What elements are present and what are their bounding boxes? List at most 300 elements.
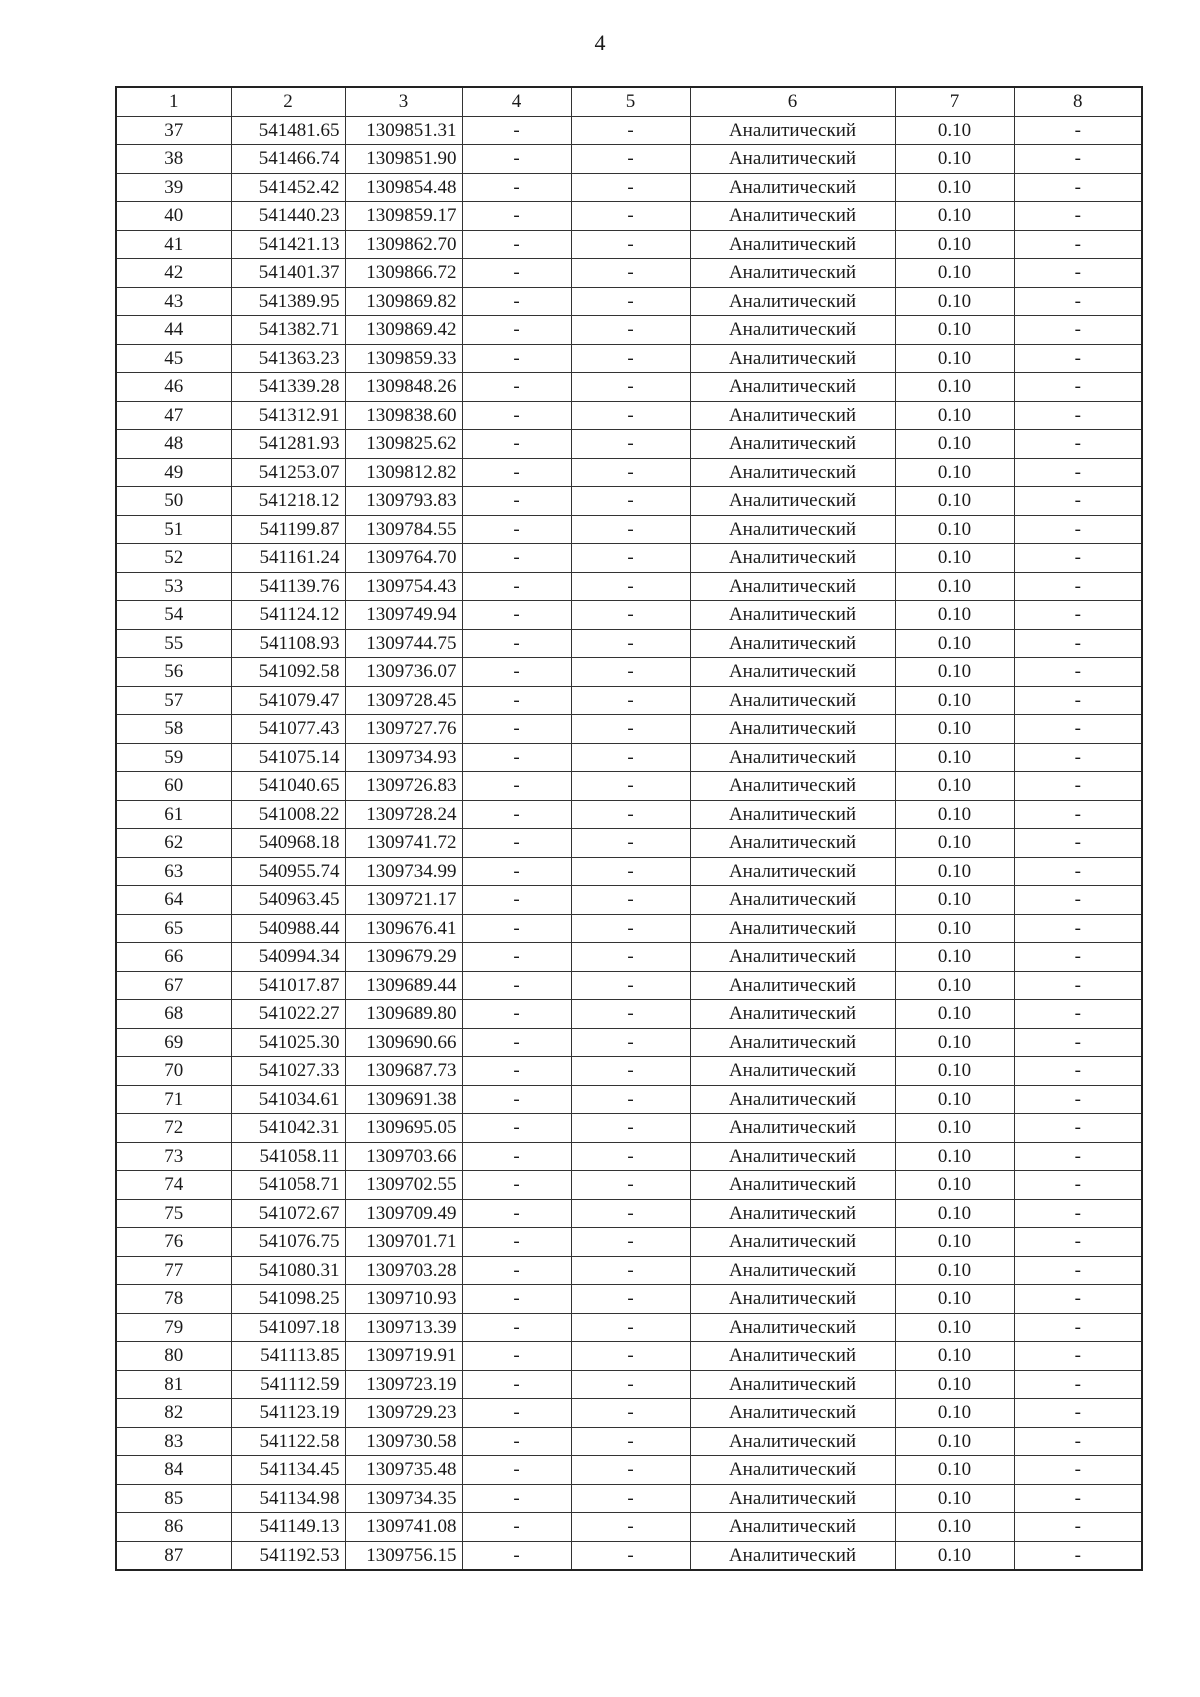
point-number-cell: 54: [116, 601, 231, 630]
point-number-cell: 68: [116, 1000, 231, 1029]
col-8-value-cell: -: [1014, 1228, 1142, 1257]
table-row: [116, 1199, 1142, 1228]
y-coordinate-cell: 1309784.55: [345, 515, 462, 544]
method-cell: Аналитический: [690, 658, 895, 687]
x-coordinate-cell: 541124.12: [231, 601, 345, 630]
table-row: [116, 1541, 1142, 1570]
method-cell: Аналитический: [690, 373, 895, 402]
x-coordinate-cell: 541027.33: [231, 1057, 345, 1086]
col-8-value-cell: -: [1014, 344, 1142, 373]
col-4-value-cell: -: [462, 1427, 571, 1456]
col-5-value-cell: -: [571, 1456, 690, 1485]
accuracy-cell: 0.10: [895, 1142, 1014, 1171]
col-4-value-cell: -: [462, 1342, 571, 1371]
table-row: [116, 202, 1142, 231]
point-number-cell: 78: [116, 1285, 231, 1314]
x-coordinate-cell: 541097.18: [231, 1313, 345, 1342]
y-coordinate-cell: 1309679.29: [345, 943, 462, 972]
col-8-value-cell: -: [1014, 1171, 1142, 1200]
col-4-value-cell: -: [462, 401, 571, 430]
col-8-value-cell: -: [1014, 316, 1142, 345]
x-coordinate-cell: 541339.28: [231, 373, 345, 402]
col-5-value-cell: -: [571, 772, 690, 801]
x-coordinate-cell: 540968.18: [231, 829, 345, 858]
col-4-value-cell: -: [462, 943, 571, 972]
y-coordinate-cell: 1309734.35: [345, 1484, 462, 1513]
col-4-value-cell: -: [462, 1399, 571, 1428]
column-header: 6: [690, 87, 895, 116]
table-row: [116, 743, 1142, 772]
y-coordinate-cell: 1309825.62: [345, 430, 462, 459]
method-cell: Аналитический: [690, 686, 895, 715]
table-row: [116, 572, 1142, 601]
accuracy-cell: 0.10: [895, 1285, 1014, 1314]
point-number-cell: 80: [116, 1342, 231, 1371]
col-4-value-cell: -: [462, 857, 571, 886]
col-8-value-cell: -: [1014, 1484, 1142, 1513]
y-coordinate-cell: 1309695.05: [345, 1114, 462, 1143]
col-5-value-cell: -: [571, 544, 690, 573]
x-coordinate-cell: 540994.34: [231, 943, 345, 972]
accuracy-cell: 0.10: [895, 686, 1014, 715]
method-cell: Аналитический: [690, 857, 895, 886]
col-5-value-cell: -: [571, 1142, 690, 1171]
y-coordinate-cell: 1309859.17: [345, 202, 462, 231]
y-coordinate-cell: 1309690.66: [345, 1028, 462, 1057]
accuracy-cell: 0.10: [895, 487, 1014, 516]
col-5-value-cell: -: [571, 487, 690, 516]
table-row: [116, 1171, 1142, 1200]
accuracy-cell: 0.10: [895, 202, 1014, 231]
col-4-value-cell: -: [462, 1171, 571, 1200]
y-coordinate-cell: 1309734.93: [345, 743, 462, 772]
col-8-value-cell: -: [1014, 458, 1142, 487]
col-8-value-cell: -: [1014, 1142, 1142, 1171]
accuracy-cell: 0.10: [895, 715, 1014, 744]
point-number-cell: 46: [116, 373, 231, 402]
table-row: [116, 544, 1142, 573]
y-coordinate-cell: 1309735.48: [345, 1456, 462, 1485]
y-coordinate-cell: 1309741.08: [345, 1513, 462, 1542]
accuracy-cell: 0.10: [895, 1256, 1014, 1285]
table-row: [116, 886, 1142, 915]
table-header-row: [116, 87, 1142, 116]
x-coordinate-cell: 541481.65: [231, 116, 345, 145]
y-coordinate-cell: 1309729.23: [345, 1399, 462, 1428]
col-4-value-cell: -: [462, 344, 571, 373]
y-coordinate-cell: 1309854.48: [345, 173, 462, 202]
col-8-value-cell: -: [1014, 658, 1142, 687]
table-row: [116, 1142, 1142, 1171]
col-4-value-cell: -: [462, 1000, 571, 1029]
point-number-cell: 47: [116, 401, 231, 430]
accuracy-cell: 0.10: [895, 544, 1014, 573]
y-coordinate-cell: 1309736.07: [345, 658, 462, 687]
col-5-value-cell: -: [571, 800, 690, 829]
col-4-value-cell: -: [462, 1085, 571, 1114]
x-coordinate-cell: 541139.76: [231, 572, 345, 601]
col-4-value-cell: -: [462, 430, 571, 459]
method-cell: Аналитический: [690, 800, 895, 829]
column-header: 7: [895, 87, 1014, 116]
col-5-value-cell: -: [571, 1313, 690, 1342]
point-number-cell: 59: [116, 743, 231, 772]
col-5-value-cell: -: [571, 601, 690, 630]
table-row: [116, 1114, 1142, 1143]
x-coordinate-cell: 541058.71: [231, 1171, 345, 1200]
col-5-value-cell: -: [571, 1399, 690, 1428]
col-8-value-cell: -: [1014, 430, 1142, 459]
col-5-value-cell: -: [571, 829, 690, 858]
point-number-cell: 43: [116, 287, 231, 316]
page-number: 4: [594, 30, 606, 55]
col-8-value-cell: -: [1014, 373, 1142, 402]
column-header: 8: [1014, 87, 1142, 116]
col-4-value-cell: -: [462, 1114, 571, 1143]
col-8-value-cell: -: [1014, 487, 1142, 516]
accuracy-cell: 0.10: [895, 430, 1014, 459]
x-coordinate-cell: 541077.43: [231, 715, 345, 744]
accuracy-cell: 0.10: [895, 1456, 1014, 1485]
accuracy-cell: 0.10: [895, 886, 1014, 915]
y-coordinate-cell: 1309793.83: [345, 487, 462, 516]
accuracy-cell: 0.10: [895, 1399, 1014, 1428]
accuracy-cell: 0.10: [895, 857, 1014, 886]
col-8-value-cell: -: [1014, 971, 1142, 1000]
point-number-cell: 81: [116, 1370, 231, 1399]
table-row: [116, 1256, 1142, 1285]
y-coordinate-cell: 1309721.17: [345, 886, 462, 915]
col-5-value-cell: -: [571, 344, 690, 373]
y-coordinate-cell: 1309723.19: [345, 1370, 462, 1399]
y-coordinate-cell: 1309741.72: [345, 829, 462, 858]
col-5-value-cell: -: [571, 287, 690, 316]
x-coordinate-cell: 541025.30: [231, 1028, 345, 1057]
point-number-cell: 60: [116, 772, 231, 801]
accuracy-cell: 0.10: [895, 116, 1014, 145]
point-number-cell: 55: [116, 629, 231, 658]
x-coordinate-cell: 541218.12: [231, 487, 345, 516]
col-4-value-cell: -: [462, 1513, 571, 1542]
col-4-value-cell: -: [462, 971, 571, 1000]
column-header: 5: [571, 87, 690, 116]
col-4-value-cell: -: [462, 658, 571, 687]
col-5-value-cell: -: [571, 145, 690, 174]
col-8-value-cell: -: [1014, 1028, 1142, 1057]
y-coordinate-cell: 1309754.43: [345, 572, 462, 601]
method-cell: Аналитический: [690, 1171, 895, 1200]
table-row: [116, 1513, 1142, 1542]
x-coordinate-cell: 541034.61: [231, 1085, 345, 1114]
col-5-value-cell: -: [571, 1427, 690, 1456]
method-cell: Аналитический: [690, 145, 895, 174]
y-coordinate-cell: 1309749.94: [345, 601, 462, 630]
method-cell: Аналитический: [690, 1484, 895, 1513]
table-row: [116, 1085, 1142, 1114]
col-4-value-cell: -: [462, 230, 571, 259]
method-cell: Аналитический: [690, 202, 895, 231]
point-number-cell: 57: [116, 686, 231, 715]
method-cell: Аналитический: [690, 1427, 895, 1456]
table-row: [116, 1427, 1142, 1456]
table-row: [116, 715, 1142, 744]
col-5-value-cell: -: [571, 1114, 690, 1143]
x-coordinate-cell: 541112.59: [231, 1370, 345, 1399]
point-number-cell: 42: [116, 259, 231, 288]
x-coordinate-cell: 541058.11: [231, 1142, 345, 1171]
point-number-cell: 50: [116, 487, 231, 516]
col-8-value-cell: -: [1014, 1427, 1142, 1456]
y-coordinate-cell: 1309702.55: [345, 1171, 462, 1200]
col-5-value-cell: -: [571, 629, 690, 658]
point-number-cell: 45: [116, 344, 231, 373]
col-4-value-cell: -: [462, 800, 571, 829]
col-8-value-cell: -: [1014, 943, 1142, 972]
method-cell: Аналитический: [690, 829, 895, 858]
col-8-value-cell: -: [1014, 601, 1142, 630]
method-cell: Аналитический: [690, 173, 895, 202]
table-row: [116, 1399, 1142, 1428]
col-4-value-cell: -: [462, 1285, 571, 1314]
method-cell: Аналитический: [690, 629, 895, 658]
col-8-value-cell: -: [1014, 715, 1142, 744]
col-5-value-cell: -: [571, 686, 690, 715]
point-number-cell: 86: [116, 1513, 231, 1542]
method-cell: Аналитический: [690, 515, 895, 544]
col-5-value-cell: -: [571, 230, 690, 259]
col-8-value-cell: -: [1014, 800, 1142, 829]
x-coordinate-cell: 541161.24: [231, 544, 345, 573]
x-coordinate-cell: 541098.25: [231, 1285, 345, 1314]
method-cell: Аналитический: [690, 1085, 895, 1114]
col-4-value-cell: -: [462, 914, 571, 943]
x-coordinate-cell: 540963.45: [231, 886, 345, 915]
col-4-value-cell: -: [462, 458, 571, 487]
col-8-value-cell: -: [1014, 1342, 1142, 1371]
table-row: [116, 116, 1142, 145]
y-coordinate-cell: 1309869.82: [345, 287, 462, 316]
col-4-value-cell: -: [462, 601, 571, 630]
method-cell: Аналитический: [690, 1199, 895, 1228]
point-number-cell: 51: [116, 515, 231, 544]
method-cell: Аналитический: [690, 1313, 895, 1342]
col-8-value-cell: -: [1014, 1456, 1142, 1485]
accuracy-cell: 0.10: [895, 1313, 1014, 1342]
table-row: [116, 458, 1142, 487]
col-4-value-cell: -: [462, 145, 571, 174]
accuracy-cell: 0.10: [895, 259, 1014, 288]
table-row: [116, 515, 1142, 544]
coordinates-table: [115, 86, 1143, 1571]
col-4-value-cell: -: [462, 772, 571, 801]
y-coordinate-cell: 1309689.44: [345, 971, 462, 1000]
method-cell: Аналитический: [690, 1028, 895, 1057]
method-cell: Аналитический: [690, 116, 895, 145]
accuracy-cell: 0.10: [895, 1513, 1014, 1542]
col-5-value-cell: -: [571, 202, 690, 231]
table-row: [116, 1028, 1142, 1057]
y-coordinate-cell: 1309687.73: [345, 1057, 462, 1086]
accuracy-cell: 0.10: [895, 401, 1014, 430]
table-row: [116, 601, 1142, 630]
col-8-value-cell: -: [1014, 857, 1142, 886]
y-coordinate-cell: 1309689.80: [345, 1000, 462, 1029]
accuracy-cell: 0.10: [895, 1370, 1014, 1399]
method-cell: Аналитический: [690, 1228, 895, 1257]
x-coordinate-cell: 541401.37: [231, 259, 345, 288]
col-4-value-cell: -: [462, 373, 571, 402]
x-coordinate-cell: 541253.07: [231, 458, 345, 487]
col-5-value-cell: -: [571, 1285, 690, 1314]
y-coordinate-cell: 1309734.99: [345, 857, 462, 886]
point-number-cell: 76: [116, 1228, 231, 1257]
col-4-value-cell: -: [462, 1057, 571, 1086]
method-cell: Аналитический: [690, 1114, 895, 1143]
x-coordinate-cell: 541149.13: [231, 1513, 345, 1542]
x-coordinate-cell: 541199.87: [231, 515, 345, 544]
table-row: [116, 1285, 1142, 1314]
table-row: [116, 145, 1142, 174]
table-row: [116, 914, 1142, 943]
accuracy-cell: 0.10: [895, 173, 1014, 202]
y-coordinate-cell: 1309851.31: [345, 116, 462, 145]
col-4-value-cell: -: [462, 487, 571, 516]
col-8-value-cell: -: [1014, 743, 1142, 772]
col-8-value-cell: -: [1014, 629, 1142, 658]
col-5-value-cell: -: [571, 886, 690, 915]
col-5-value-cell: -: [571, 401, 690, 430]
accuracy-cell: 0.10: [895, 1484, 1014, 1513]
col-8-value-cell: -: [1014, 886, 1142, 915]
table-row: [116, 287, 1142, 316]
accuracy-cell: 0.10: [895, 914, 1014, 943]
point-number-cell: 61: [116, 800, 231, 829]
accuracy-cell: 0.10: [895, 658, 1014, 687]
col-8-value-cell: -: [1014, 173, 1142, 202]
col-5-value-cell: -: [571, 1228, 690, 1257]
col-8-value-cell: -: [1014, 544, 1142, 573]
accuracy-cell: 0.10: [895, 829, 1014, 858]
method-cell: Аналитический: [690, 458, 895, 487]
y-coordinate-cell: 1309691.38: [345, 1085, 462, 1114]
accuracy-cell: 0.10: [895, 943, 1014, 972]
accuracy-cell: 0.10: [895, 1199, 1014, 1228]
col-8-value-cell: -: [1014, 202, 1142, 231]
table-row: [116, 373, 1142, 402]
point-number-cell: 41: [116, 230, 231, 259]
col-5-value-cell: -: [571, 515, 690, 544]
table-row: [116, 943, 1142, 972]
table-row: [116, 1057, 1142, 1086]
col-5-value-cell: -: [571, 259, 690, 288]
accuracy-cell: 0.10: [895, 1000, 1014, 1029]
col-5-value-cell: -: [571, 430, 690, 459]
point-number-cell: 79: [116, 1313, 231, 1342]
accuracy-cell: 0.10: [895, 800, 1014, 829]
y-coordinate-cell: 1309719.91: [345, 1342, 462, 1371]
x-coordinate-cell: 541452.42: [231, 173, 345, 202]
x-coordinate-cell: 541022.27: [231, 1000, 345, 1029]
point-number-cell: 39: [116, 173, 231, 202]
x-coordinate-cell: 541075.14: [231, 743, 345, 772]
col-8-value-cell: -: [1014, 686, 1142, 715]
col-5-value-cell: -: [571, 1028, 690, 1057]
accuracy-cell: 0.10: [895, 458, 1014, 487]
x-coordinate-cell: 541040.65: [231, 772, 345, 801]
accuracy-cell: 0.10: [895, 1342, 1014, 1371]
col-4-value-cell: -: [462, 202, 571, 231]
table-row: [116, 1342, 1142, 1371]
method-cell: Аналитический: [690, 1456, 895, 1485]
accuracy-cell: 0.10: [895, 373, 1014, 402]
col-5-value-cell: -: [571, 316, 690, 345]
col-8-value-cell: -: [1014, 1513, 1142, 1542]
y-coordinate-cell: 1309703.28: [345, 1256, 462, 1285]
method-cell: Аналитический: [690, 259, 895, 288]
accuracy-cell: 0.10: [895, 1085, 1014, 1114]
accuracy-cell: 0.10: [895, 572, 1014, 601]
table-row: [116, 686, 1142, 715]
x-coordinate-cell: 541281.93: [231, 430, 345, 459]
col-8-value-cell: -: [1014, 1114, 1142, 1143]
col-4-value-cell: -: [462, 116, 571, 145]
col-5-value-cell: -: [571, 857, 690, 886]
y-coordinate-cell: 1309709.49: [345, 1199, 462, 1228]
col-4-value-cell: -: [462, 629, 571, 658]
x-coordinate-cell: 541389.95: [231, 287, 345, 316]
accuracy-cell: 0.10: [895, 1171, 1014, 1200]
x-coordinate-cell: 541123.19: [231, 1399, 345, 1428]
col-5-value-cell: -: [571, 1370, 690, 1399]
table-row: [116, 1370, 1142, 1399]
x-coordinate-cell: 541079.47: [231, 686, 345, 715]
accuracy-cell: 0.10: [895, 1228, 1014, 1257]
x-coordinate-cell: 541072.67: [231, 1199, 345, 1228]
col-8-value-cell: -: [1014, 1399, 1142, 1428]
y-coordinate-cell: 1309730.58: [345, 1427, 462, 1456]
col-8-value-cell: -: [1014, 401, 1142, 430]
col-5-value-cell: -: [571, 1256, 690, 1285]
table-row: [116, 658, 1142, 687]
x-coordinate-cell: 541080.31: [231, 1256, 345, 1285]
y-coordinate-cell: 1309701.71: [345, 1228, 462, 1257]
accuracy-cell: 0.10: [895, 1057, 1014, 1086]
col-8-value-cell: -: [1014, 1313, 1142, 1342]
table-row: [116, 1484, 1142, 1513]
method-cell: Аналитический: [690, 886, 895, 915]
col-5-value-cell: -: [571, 116, 690, 145]
table-row: [116, 430, 1142, 459]
y-coordinate-cell: 1309812.82: [345, 458, 462, 487]
col-5-value-cell: -: [571, 943, 690, 972]
method-cell: Аналитический: [690, 1256, 895, 1285]
method-cell: Аналитический: [690, 1370, 895, 1399]
col-8-value-cell: -: [1014, 259, 1142, 288]
y-coordinate-cell: 1309728.24: [345, 800, 462, 829]
point-number-cell: 69: [116, 1028, 231, 1057]
x-coordinate-cell: 541363.23: [231, 344, 345, 373]
accuracy-cell: 0.10: [895, 1114, 1014, 1143]
table-row: [116, 230, 1142, 259]
table-row: [116, 772, 1142, 801]
point-number-cell: 66: [116, 943, 231, 972]
y-coordinate-cell: 1309744.75: [345, 629, 462, 658]
col-4-value-cell: -: [462, 1541, 571, 1570]
col-5-value-cell: -: [571, 1085, 690, 1114]
col-4-value-cell: -: [462, 686, 571, 715]
point-number-cell: 44: [116, 316, 231, 345]
x-coordinate-cell: 541108.93: [231, 629, 345, 658]
